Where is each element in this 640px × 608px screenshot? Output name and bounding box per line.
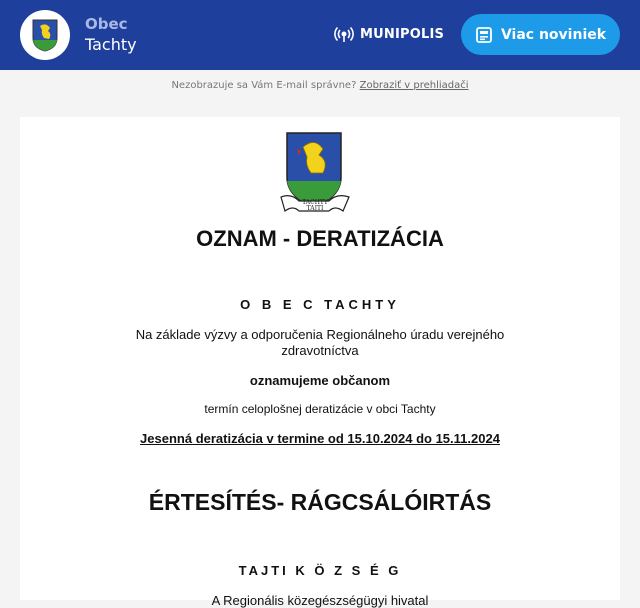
coat-of-arms-icon (30, 18, 60, 52)
announcement-document (20, 117, 620, 608)
crest-banner-text: TACHTY TAJTI (302, 199, 328, 212)
more-news-button[interactable] (461, 14, 620, 55)
term-line: termín celoplošnej deratizácie v obci Tachty (204, 402, 436, 416)
brand-line2: Tachty (85, 35, 137, 54)
coat-of-arms-image (279, 131, 351, 222)
email-display-notice (0, 80, 640, 91)
newspaper-icon (475, 26, 493, 44)
more-news-label: Viac noviniek (500, 26, 607, 43)
intro-line-1: Na základe výzvy a odporučenia Regionálneho úradu verejného (135, 327, 505, 342)
intro-line-2: zdravotníctva (281, 343, 359, 358)
announce-line: oznamujeme občanom (249, 373, 391, 388)
autumn-period-line (20, 431, 620, 446)
munipolis-link[interactable] (334, 24, 444, 44)
header-bar (0, 0, 640, 70)
municipality-logo[interactable] (20, 10, 70, 60)
view-in-browser-link[interactable]: Zobraziť v prehliadači (359, 80, 469, 91)
brand-name[interactable] (85, 15, 137, 54)
notice-text: Nezobrazuje sa Vám E-mail správne? (171, 80, 357, 91)
municipality-label-sk: O B E C TACHTY (240, 297, 400, 312)
municipality-label-hu: TAJTI K Ö Z S É G (238, 563, 402, 578)
hu-paragraph-line: A Regionális közegészségügyi hivatal (211, 593, 429, 608)
munipolis-label: MUNIPOLIS (360, 26, 445, 42)
broadcast-icon (334, 24, 354, 44)
announcement-title-sk: OZNAM - DERATIZÁCIA (196, 226, 444, 251)
intro-paragraph-sk (20, 327, 620, 359)
autumn-period-text: Jesenná deratizácia v termine od 15.10.2024 do 15.11.2024 (140, 431, 500, 446)
announcement-title-hu: ÉRTESÍTÉS- RÁGCSÁLÓIRTÁS (148, 489, 492, 515)
brand-line1: Obec (85, 15, 128, 33)
